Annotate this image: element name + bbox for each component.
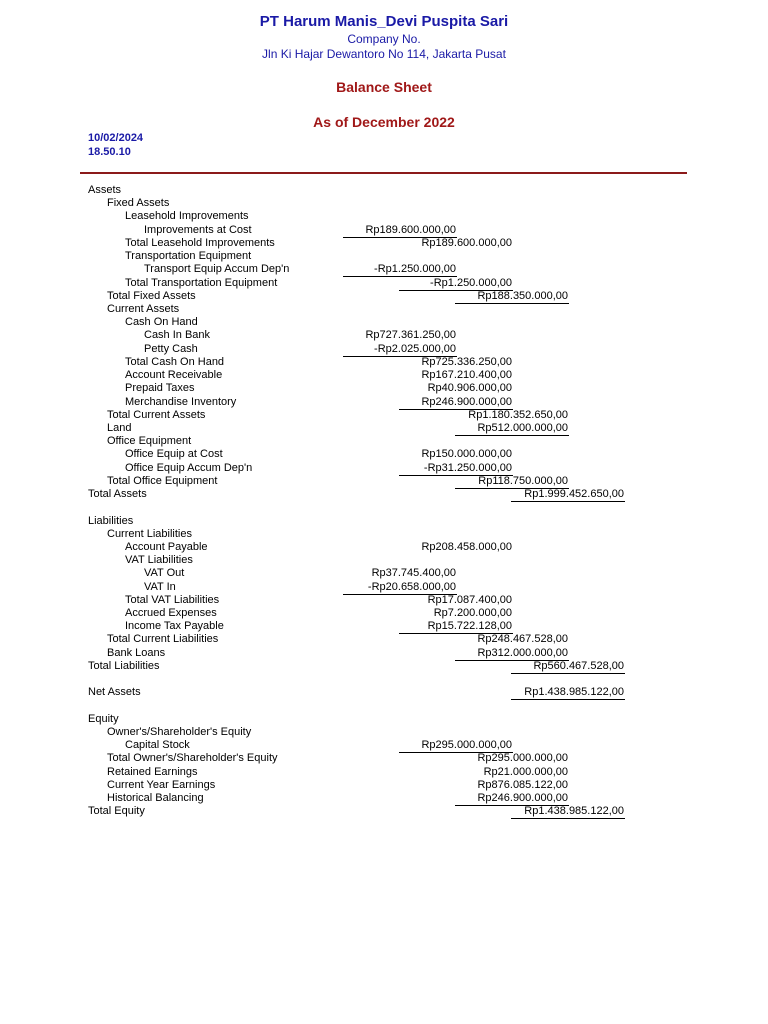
row-amount: Rp189.600.000,00 <box>365 223 456 236</box>
company-name: PT Harum Manis_Devi Puspita Sari <box>259 13 509 30</box>
row-label: Transportation Equipment <box>125 250 252 263</box>
row-amount: Rp7.200.000,00 <box>433 607 512 620</box>
row-label: VAT Out <box>144 567 185 580</box>
report-row <box>0 356 768 369</box>
subtotal-underline <box>511 818 625 819</box>
row-amount: Rp295.000.000,00 <box>421 739 512 752</box>
company-number: Company No. <box>347 32 421 46</box>
report-row <box>0 462 768 475</box>
report-row <box>0 435 768 448</box>
report-row <box>0 250 768 263</box>
report-row <box>0 210 768 223</box>
report-row <box>0 224 768 237</box>
row-amount: Rp560.467.528,00 <box>533 659 624 672</box>
report-row <box>0 197 768 210</box>
print-date: 10/02/2024 <box>88 132 144 144</box>
row-amount: Rp15.722.128,00 <box>427 620 512 633</box>
report-row <box>0 805 768 818</box>
report-row <box>0 607 768 620</box>
report-row <box>0 581 768 594</box>
report-row <box>0 792 768 805</box>
row-label: Total Liabilities <box>88 659 160 672</box>
report-period: As of December 2022 <box>313 114 455 130</box>
row-label: VAT Liabilities <box>125 554 193 567</box>
row-label: Current Year Earnings <box>107 778 216 791</box>
row-label: Office Equipment <box>107 435 192 448</box>
header-divider <box>80 172 687 174</box>
report-row <box>0 237 768 250</box>
row-label: Office Equip Accum Dep'n <box>125 461 253 474</box>
row-amount: Rp725.336.250,00 <box>421 355 512 368</box>
report-row <box>0 647 768 660</box>
report-row <box>0 422 768 435</box>
row-label: VAT In <box>144 580 176 593</box>
row-label: Total VAT Liabilities <box>125 593 220 606</box>
row-label: Total Leasehold Improvements <box>125 236 275 249</box>
row-amount: Rp150.000.000,00 <box>421 448 512 461</box>
row-amount: Rp17.087.400,00 <box>427 593 512 606</box>
row-amount: Rp246.900.000,00 <box>477 792 568 805</box>
report-row <box>0 343 768 356</box>
report-row <box>0 303 768 316</box>
row-amount: Rp21.000.000,00 <box>483 765 568 778</box>
company-address: Jln Ki Hajar Dewantoro No 114, Jakarta Pusat <box>262 47 506 61</box>
report-row <box>0 448 768 461</box>
report-row <box>0 594 768 607</box>
report-row <box>0 382 768 395</box>
row-label: Total Current Assets <box>107 408 206 421</box>
row-label: Current Liabilities <box>107 527 192 540</box>
row-label: Current Assets <box>107 302 180 315</box>
report-row <box>0 528 768 541</box>
row-label: Prepaid Taxes <box>125 382 195 395</box>
row-label: Merchandise Inventory <box>125 395 237 408</box>
report-row <box>0 567 768 580</box>
row-amount: Rp208.458.000,00 <box>421 540 512 553</box>
row-label: Account Payable <box>125 540 208 553</box>
report-row <box>0 673 768 686</box>
row-amount: Rp512.000.000,00 <box>477 421 568 434</box>
report-row <box>0 633 768 646</box>
report-row <box>0 396 768 409</box>
row-label: Total Office Equipment <box>107 474 218 487</box>
report-row <box>0 475 768 488</box>
report-title: Balance Sheet <box>336 79 432 95</box>
row-label: Equity <box>88 712 119 725</box>
row-label: Total Cash On Hand <box>125 355 225 368</box>
row-amount: Rp295.000.000,00 <box>477 752 568 765</box>
report-row <box>0 554 768 567</box>
report-row <box>0 779 768 792</box>
row-label: Improvements at Cost <box>144 223 252 236</box>
report-row <box>0 316 768 329</box>
row-amount: Rp1.438.985.122,00 <box>524 686 624 699</box>
row-label: Fixed Assets <box>107 197 170 210</box>
row-label: Office Equip at Cost <box>125 448 223 461</box>
report-row <box>0 752 768 765</box>
row-label: Owner's/Shareholder's Equity <box>107 726 252 739</box>
report-row <box>0 726 768 739</box>
row-label: Income Tax Payable <box>125 620 224 633</box>
row-label: Total Equity <box>88 805 145 818</box>
row-amount: Rp189.600.000,00 <box>421 236 512 249</box>
row-label: Petty Cash <box>144 342 198 355</box>
report-row <box>0 488 768 501</box>
row-amount: -Rp1.250.000,00 <box>374 263 456 276</box>
report-row <box>0 660 768 673</box>
report-row <box>0 515 768 528</box>
row-amount: -Rp20.658.000,00 <box>367 580 456 593</box>
report-row <box>0 501 768 514</box>
row-label: Liabilities <box>88 514 134 527</box>
row-label: Account Receivable <box>125 369 223 382</box>
row-label: Accrued Expenses <box>125 607 217 620</box>
row-amount: Rp188.350.000,00 <box>477 289 568 302</box>
row-amount: Rp1.438.985.122,00 <box>524 805 624 818</box>
report-row <box>0 290 768 303</box>
row-label: Total Assets <box>88 488 147 501</box>
row-amount: Rp246.900.000,00 <box>421 395 512 408</box>
row-label: Assets <box>88 184 122 196</box>
row-label: Total Fixed Assets <box>107 289 196 302</box>
row-label: Total Transportation Equipment <box>125 276 278 289</box>
report-row <box>0 369 768 382</box>
row-label: Retained Earnings <box>107 765 198 778</box>
row-amount: Rp1.180.352.650,00 <box>468 408 568 421</box>
report-row <box>0 713 768 726</box>
row-amount: Rp118.750.000,00 <box>478 474 568 487</box>
row-amount: Rp37.745.400,00 <box>371 567 456 580</box>
row-amount: -Rp2.025.000,00 <box>374 342 456 355</box>
row-label: Total Owner's/Shareholder's Equity <box>107 752 278 765</box>
report-row <box>0 277 768 290</box>
row-amount: Rp312.000.000,00 <box>477 646 568 659</box>
row-amount: -Rp1.250.000,00 <box>430 276 512 289</box>
row-label: Historical Balancing <box>107 792 204 805</box>
row-amount: Rp1.999.452.650,00 <box>524 488 624 501</box>
print-time: 18.50.10 <box>88 146 131 158</box>
row-amount: Rp876.085.122,00 <box>477 778 568 791</box>
report-row <box>0 184 768 197</box>
row-label: Land <box>107 421 132 434</box>
row-label: Net Assets <box>88 686 141 699</box>
row-label: Cash In Bank <box>144 329 211 342</box>
report-row <box>0 766 768 779</box>
row-label: Leasehold Improvements <box>125 210 249 223</box>
row-amount: -Rp31.250.000,00 <box>423 461 512 474</box>
row-label: Bank Loans <box>107 646 166 659</box>
report-row <box>0 686 768 699</box>
row-amount: Rp248.467.528,00 <box>477 633 568 646</box>
report-row <box>0 541 768 554</box>
report-row <box>0 329 768 342</box>
report-row <box>0 700 768 713</box>
report-row <box>0 739 768 752</box>
row-amount: Rp40.906.000,00 <box>427 382 512 395</box>
row-amount: Rp167.210.400,00 <box>421 369 512 382</box>
report-row <box>0 263 768 276</box>
report-row <box>0 409 768 422</box>
row-label: Transport Equip Accum Dep'n <box>144 263 290 276</box>
row-label: Total Current Liabilities <box>107 633 219 646</box>
row-label: Cash On Hand <box>125 316 198 329</box>
report-row <box>0 620 768 633</box>
row-amount: Rp727.361.250,00 <box>365 329 456 342</box>
row-label: Capital Stock <box>125 739 190 752</box>
